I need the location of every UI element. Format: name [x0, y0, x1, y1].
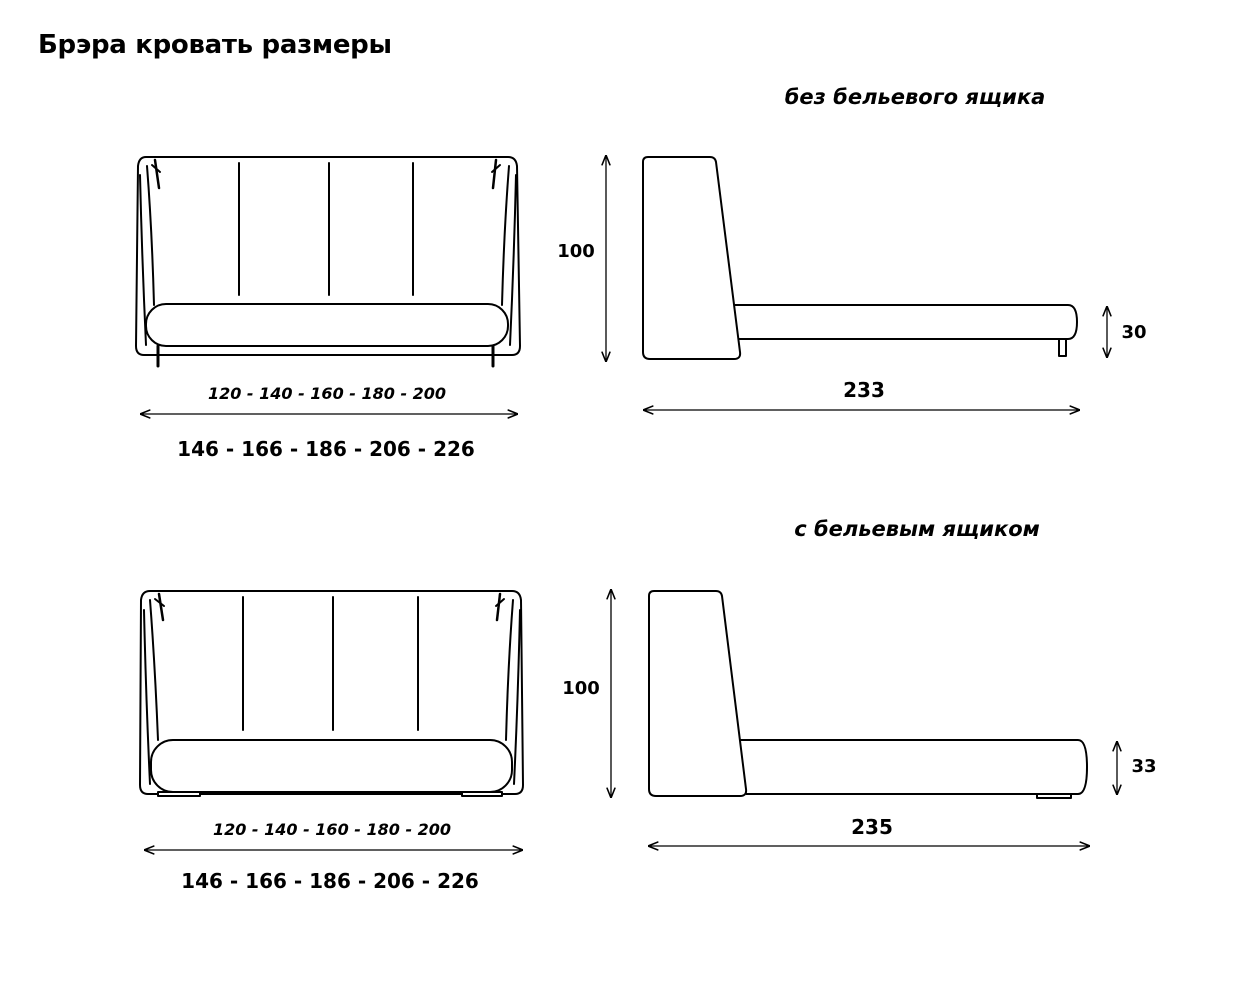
variant-1-inner-widths: 120 - 140 - 160 - 180 - 200: [207, 384, 447, 403]
page-title: Брэра кровать размеры: [38, 30, 392, 60]
variant-2-caption: с бельевым ящиком: [794, 517, 1040, 541]
variant-2-length-label: 235: [851, 815, 893, 839]
variant-1-group: [136, 85, 1147, 461]
variant-1-base-height-label: 30: [1121, 322, 1147, 343]
variant-1-side-view: [643, 157, 1077, 359]
variant-2-outer-widths: 146 - 166 - 186 - 206 - 226: [181, 869, 479, 893]
variant-2-group: [140, 517, 1157, 893]
variant-2-side-view: [649, 591, 1087, 798]
variant-2-height-label: 100: [562, 678, 600, 699]
variant-2-base-height-label: 33: [1131, 756, 1157, 777]
variant-2-inner-widths: 120 - 140 - 160 - 180 - 200: [212, 820, 452, 839]
variant-1-front-view: [136, 157, 520, 366]
variant-1-height-label: 100: [557, 241, 595, 262]
variant-1-caption: без бельевого ящика: [784, 85, 1046, 109]
variant-1-outer-widths: 146 - 166 - 186 - 206 - 226: [177, 437, 475, 461]
variant-1-length-label: 233: [843, 378, 885, 402]
variant-2-front-view: [140, 591, 523, 796]
